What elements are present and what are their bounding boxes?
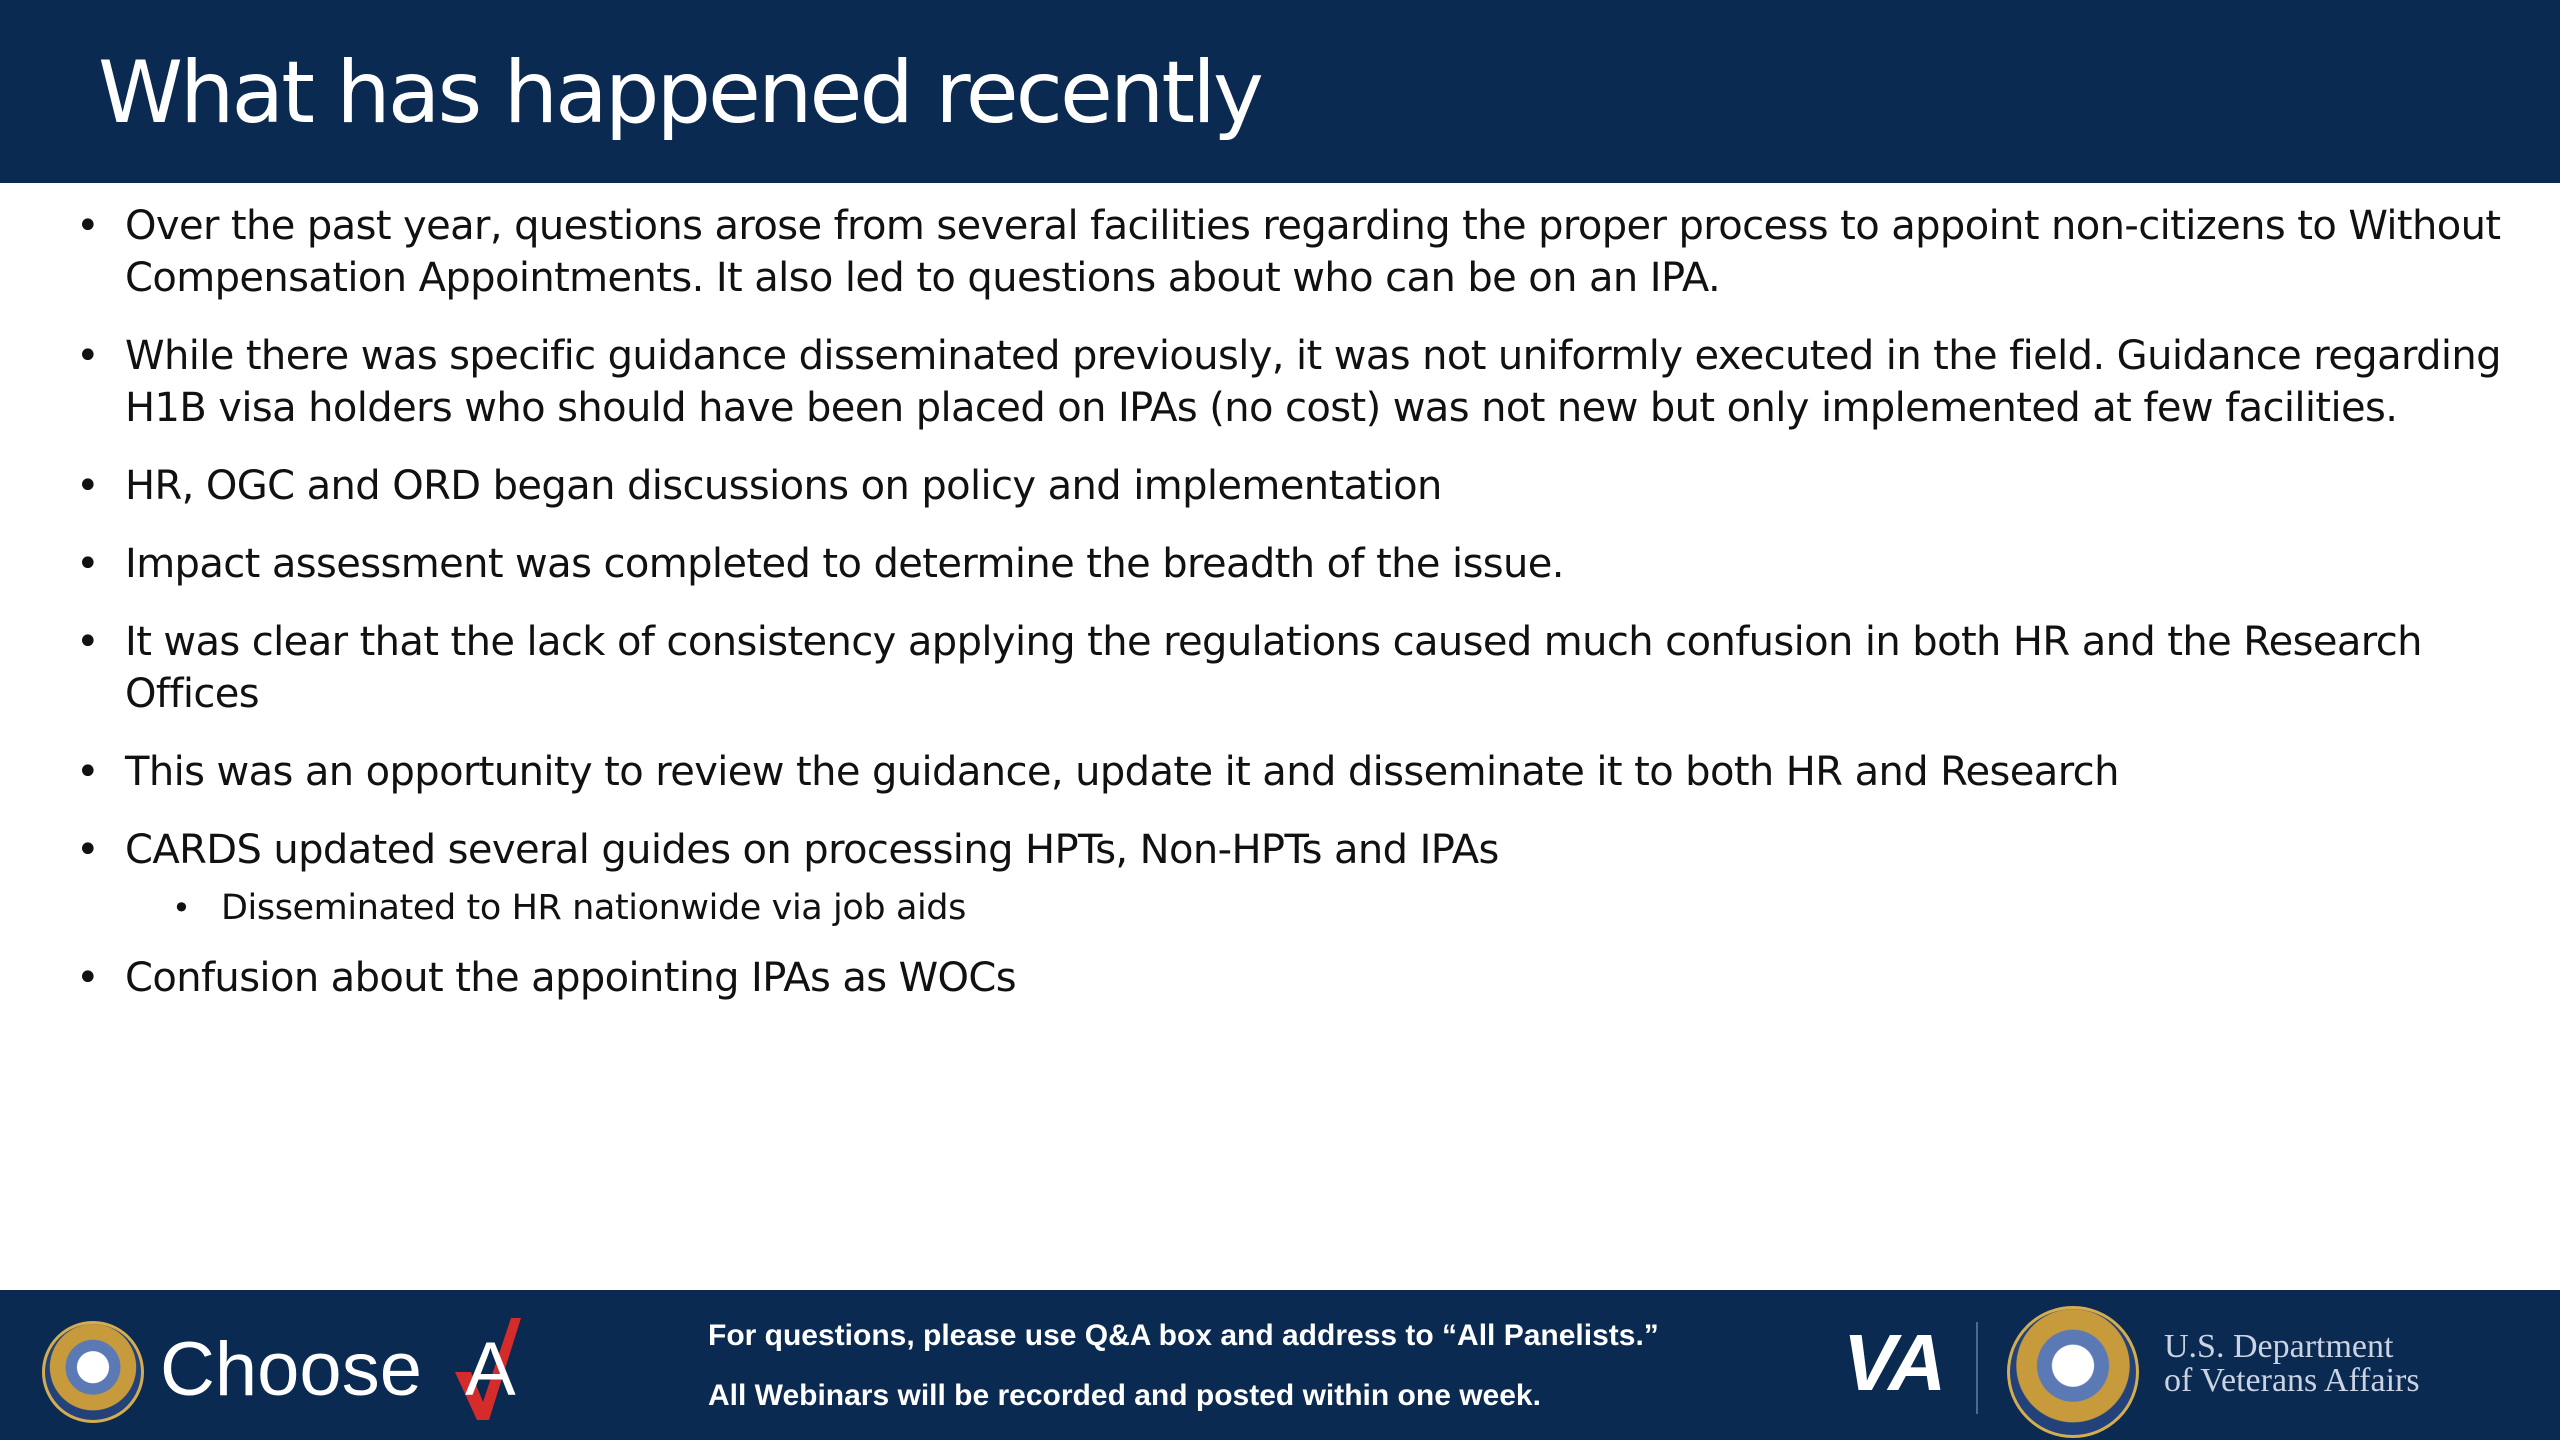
sub-bullet-text: Disseminated to HR nationwide via job aids xyxy=(221,888,966,928)
choose-va-logo-text: Choose xyxy=(160,1327,422,1412)
bullet-text: This was an opportunity to review the guidance, update it and disseminate it to both HR and Research xyxy=(125,749,2119,795)
bullet-icon: • xyxy=(76,827,99,873)
choose-va-logo-a: A xyxy=(465,1327,516,1412)
bullet-icon: • xyxy=(76,541,99,587)
footer-questions-text: For questions, please use Q&A box and address to “All Panelists.” xyxy=(708,1319,1659,1352)
slide-header xyxy=(0,0,2560,183)
slide-title: What has happened recently xyxy=(98,43,1261,143)
va-seal-icon xyxy=(2007,1306,2139,1438)
bullet-item xyxy=(0,200,2560,304)
footer-divider xyxy=(1976,1322,1978,1414)
bullet-item xyxy=(0,330,2560,434)
bullet-icon: • xyxy=(76,619,99,665)
bullet-icon: • xyxy=(76,955,99,1001)
bullet-item xyxy=(0,460,2560,512)
bullet-text: CARDS updated several guides on processing HPTs, Non-HPTs and IPAs xyxy=(125,827,1499,873)
sub-bullet-item xyxy=(0,882,2560,934)
va-seal-icon xyxy=(42,1321,144,1423)
department-name xyxy=(2164,1330,2420,1398)
bullet-icon: • xyxy=(76,333,99,379)
bullet-item xyxy=(0,952,2560,1004)
bullet-icon: • xyxy=(76,749,99,795)
department-line2: of Veterans Affairs xyxy=(2164,1362,2420,1399)
bullet-text: Impact assessment was completed to determine the breadth of the issue. xyxy=(125,541,1564,587)
bullet-text: It was clear that the lack of consistency applying the regulations caused much confusion in both HR and the Research Offices xyxy=(125,619,2422,717)
slide-footer xyxy=(0,1290,2560,1440)
bullet-item xyxy=(0,824,2560,876)
bullet-text: While there was specific guidance disseminated previously, it was not uniformly executed in the field. Guidance regarding H1B visa holders who should have been placed on IPAs (no cost) was not new but only implemented at few facilities. xyxy=(125,333,2501,431)
bullet-text: Confusion about the appointing IPAs as WOCs xyxy=(125,955,1016,1001)
va-logo: VA xyxy=(1843,1318,1945,1407)
bullet-text: HR, OGC and ORD began discussions on policy and implementation xyxy=(125,463,1442,509)
bullet-icon: • xyxy=(76,463,99,509)
department-line1: U.S. Department xyxy=(2164,1328,2394,1365)
bullet-item xyxy=(0,746,2560,798)
bullet-icon: • xyxy=(76,203,99,249)
bullet-text: Over the past year, questions arose from several facilities regarding the proper process to appoint non-citizens to Without Compensation Appointments. It also led to questions about who can be on an IPA. xyxy=(125,203,2501,301)
slide-body xyxy=(0,200,2560,1030)
footer-recording-text: All Webinars will be recorded and posted within one week. xyxy=(708,1379,1541,1412)
bullet-item xyxy=(0,616,2560,720)
bullet-item xyxy=(0,538,2560,590)
sub-bullet-icon: • xyxy=(172,889,191,927)
